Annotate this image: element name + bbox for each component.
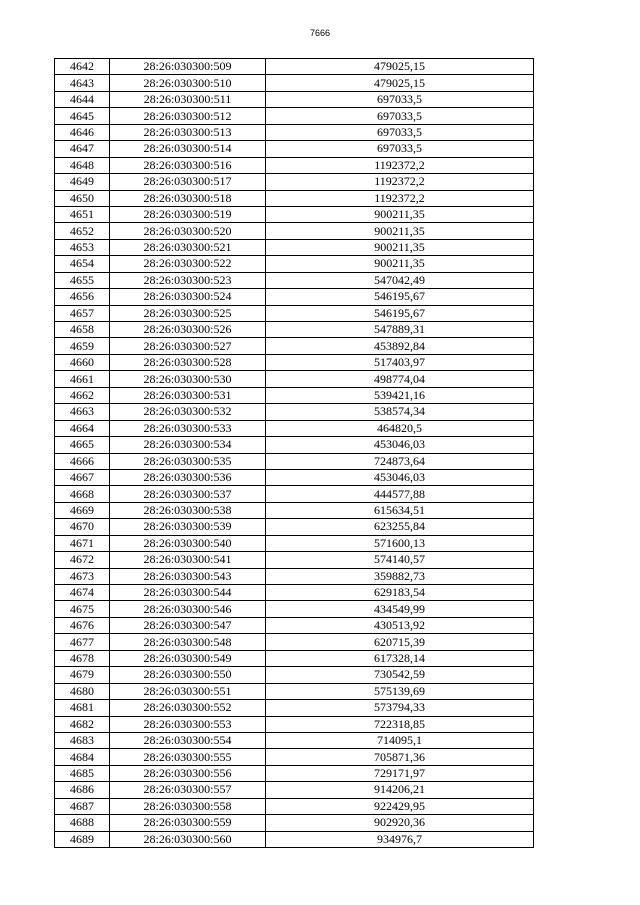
table-row	[55, 289, 534, 305]
table-row	[55, 371, 534, 387]
row-number-cell: 4658	[55, 322, 110, 338]
row-number-cell: 4662	[55, 387, 110, 403]
row-number-cell: 4656	[55, 289, 110, 305]
page-number: 7666	[309, 28, 331, 38]
cadastral-number-cell: 28:26:030300:556	[110, 765, 266, 781]
cadastral-value-cell: 900211,35	[266, 239, 534, 255]
cadastral-number-cell: 28:26:030300:530	[110, 371, 266, 387]
cadastral-number-cell: 28:26:030300:524	[110, 289, 266, 305]
cadastral-value-cell: 479025,15	[266, 75, 534, 91]
cadastral-number-cell: 28:26:030300:539	[110, 519, 266, 535]
cadastral-value-cell: 705871,36	[266, 749, 534, 765]
row-number-cell: 4680	[55, 683, 110, 699]
cadastral-value-cell: 430513,92	[266, 617, 534, 633]
cadastral-number-cell: 28:26:030300:551	[110, 683, 266, 699]
table-row	[55, 782, 534, 798]
cadastral-value-cell: 453046,03	[266, 437, 534, 453]
table-row	[55, 157, 534, 173]
cadastral-value-cell: 539421,16	[266, 387, 534, 403]
table-row	[55, 749, 534, 765]
row-number-cell: 4646	[55, 124, 110, 140]
row-number-cell: 4675	[55, 601, 110, 617]
cadastral-number-cell: 28:26:030300:541	[110, 552, 266, 568]
row-number-cell: 4643	[55, 75, 110, 91]
cadastral-number-cell: 28:26:030300:540	[110, 535, 266, 551]
cadastral-value-cell: 722318,85	[266, 716, 534, 732]
table-row	[55, 404, 534, 420]
table-row	[55, 108, 534, 124]
cadastral-number-cell: 28:26:030300:520	[110, 223, 266, 239]
cadastral-value-cell: 900211,35	[266, 206, 534, 222]
cadastral-number-cell: 28:26:030300:521	[110, 239, 266, 255]
table-row	[55, 667, 534, 683]
cadastral-number-cell: 28:26:030300:525	[110, 305, 266, 321]
row-number-cell: 4682	[55, 716, 110, 732]
table-row	[55, 75, 534, 91]
cadastral-number-cell: 28:26:030300:558	[110, 798, 266, 814]
cadastral-number-cell: 28:26:030300:523	[110, 272, 266, 288]
row-number-cell: 4654	[55, 256, 110, 272]
row-number-cell: 4648	[55, 157, 110, 173]
cadastral-value-cell: 902920,36	[266, 815, 534, 831]
cadastral-value-cell: 571600,13	[266, 535, 534, 551]
cadastral-number-cell: 28:26:030300:560	[110, 831, 266, 847]
row-number-cell: 4655	[55, 272, 110, 288]
row-number-cell: 4676	[55, 617, 110, 633]
cadastral-value-cell: 547889,31	[266, 322, 534, 338]
table-row	[55, 815, 534, 831]
table-row	[55, 486, 534, 502]
row-number-cell: 4647	[55, 141, 110, 157]
cadastral-value-cell: 900211,35	[266, 223, 534, 239]
cadastral-number-cell: 28:26:030300:528	[110, 354, 266, 370]
table-row	[55, 91, 534, 107]
cadastral-value-cell: 464820,5	[266, 420, 534, 436]
cadastral-value-cell: 546195,67	[266, 305, 534, 321]
row-number-cell: 4653	[55, 239, 110, 255]
row-number-cell: 4669	[55, 502, 110, 518]
cadastral-number-cell: 28:26:030300:514	[110, 141, 266, 157]
cadastral-value-cell: 444577,88	[266, 486, 534, 502]
table-row	[55, 124, 534, 140]
table-row	[55, 634, 534, 650]
cadastral-number-cell: 28:26:030300:519	[110, 206, 266, 222]
row-number-cell: 4672	[55, 552, 110, 568]
cadastral-value-cell: 697033,5	[266, 91, 534, 107]
cadastral-number-cell: 28:26:030300:538	[110, 502, 266, 518]
table-row	[55, 601, 534, 617]
table-row	[55, 223, 534, 239]
table-row	[55, 798, 534, 814]
row-number-cell: 4664	[55, 420, 110, 436]
table-body	[55, 59, 534, 848]
row-number-cell: 4677	[55, 634, 110, 650]
cadastral-number-cell: 28:26:030300:557	[110, 782, 266, 798]
cadastral-value-cell: 453046,03	[266, 469, 534, 485]
table-row	[55, 716, 534, 732]
row-number-cell: 4678	[55, 650, 110, 666]
table-row	[55, 700, 534, 716]
table-row	[55, 831, 534, 847]
cadastral-number-cell: 28:26:030300:547	[110, 617, 266, 633]
cadastral-value-cell: 629183,54	[266, 585, 534, 601]
table-row	[55, 650, 534, 666]
cadastral-value-cell: 546195,67	[266, 289, 534, 305]
table-row	[55, 59, 534, 75]
cadastral-value-cell: 615634,51	[266, 502, 534, 518]
row-number-cell: 4685	[55, 765, 110, 781]
row-number-cell: 4673	[55, 568, 110, 584]
row-number-cell: 4684	[55, 749, 110, 765]
cadastral-value-cell: 434549,99	[266, 601, 534, 617]
cadastral-value-cell: 479025,15	[266, 59, 534, 75]
cadastral-number-cell: 28:26:030300:512	[110, 108, 266, 124]
table-row	[55, 519, 534, 535]
table-row	[55, 732, 534, 748]
cadastral-number-cell: 28:26:030300:532	[110, 404, 266, 420]
row-number-cell: 4681	[55, 700, 110, 716]
cadastral-number-cell: 28:26:030300:546	[110, 601, 266, 617]
cadastral-value-table	[54, 58, 534, 848]
row-number-cell: 4650	[55, 190, 110, 206]
cadastral-value-cell: 724873,64	[266, 453, 534, 469]
cadastral-number-cell: 28:26:030300:517	[110, 174, 266, 190]
cadastral-number-cell: 28:26:030300:510	[110, 75, 266, 91]
table-row	[55, 420, 534, 436]
row-number-cell: 4660	[55, 354, 110, 370]
cadastral-value-cell: 620715,39	[266, 634, 534, 650]
row-number-cell: 4671	[55, 535, 110, 551]
cadastral-value-cell: 498774,04	[266, 371, 534, 387]
table-row	[55, 354, 534, 370]
cadastral-value-cell: 1192372,2	[266, 190, 534, 206]
cadastral-number-cell: 28:26:030300:534	[110, 437, 266, 453]
cadastral-value-cell: 547042,49	[266, 272, 534, 288]
cadastral-number-cell: 28:26:030300:511	[110, 91, 266, 107]
table-row	[55, 239, 534, 255]
cadastral-number-cell: 28:26:030300:537	[110, 486, 266, 502]
table-row	[55, 585, 534, 601]
table-row	[55, 256, 534, 272]
table-row	[55, 469, 534, 485]
row-number-cell: 4670	[55, 519, 110, 535]
row-number-cell: 4666	[55, 453, 110, 469]
row-number-cell: 4674	[55, 585, 110, 601]
row-number-cell: 4652	[55, 223, 110, 239]
row-number-cell: 4686	[55, 782, 110, 798]
cadastral-number-cell: 28:26:030300:516	[110, 157, 266, 173]
table-row	[55, 174, 534, 190]
row-number-cell: 4644	[55, 91, 110, 107]
cadastral-number-cell: 28:26:030300:531	[110, 387, 266, 403]
cadastral-value-cell: 573794,33	[266, 700, 534, 716]
table-row	[55, 322, 534, 338]
cadastral-number-cell: 28:26:030300:559	[110, 815, 266, 831]
cadastral-value-cell: 730542,59	[266, 667, 534, 683]
row-number-cell: 4688	[55, 815, 110, 831]
cadastral-number-cell: 28:26:030300:550	[110, 667, 266, 683]
cadastral-value-cell: 697033,5	[266, 141, 534, 157]
table-row	[55, 305, 534, 321]
row-number-cell: 4645	[55, 108, 110, 124]
cadastral-number-cell: 28:26:030300:535	[110, 453, 266, 469]
cadastral-number-cell: 28:26:030300:554	[110, 732, 266, 748]
table-row	[55, 141, 534, 157]
cadastral-value-cell: 575139,69	[266, 683, 534, 699]
cadastral-number-cell: 28:26:030300:543	[110, 568, 266, 584]
cadastral-value-cell: 359882,73	[266, 568, 534, 584]
row-number-cell: 4663	[55, 404, 110, 420]
row-number-cell: 4651	[55, 206, 110, 222]
row-number-cell: 4665	[55, 437, 110, 453]
row-number-cell: 4661	[55, 371, 110, 387]
row-number-cell: 4668	[55, 486, 110, 502]
row-number-cell: 4667	[55, 469, 110, 485]
table-row	[55, 387, 534, 403]
cadastral-value-cell: 574140,57	[266, 552, 534, 568]
table-row	[55, 617, 534, 633]
cadastral-value-cell: 453892,84	[266, 338, 534, 354]
table-row	[55, 535, 534, 551]
cadastral-value-cell: 697033,5	[266, 108, 534, 124]
cadastral-number-cell: 28:26:030300:526	[110, 322, 266, 338]
cadastral-number-cell: 28:26:030300:513	[110, 124, 266, 140]
row-number-cell: 4679	[55, 667, 110, 683]
row-number-cell: 4689	[55, 831, 110, 847]
row-number-cell: 4649	[55, 174, 110, 190]
cadastral-value-cell: 729171,97	[266, 765, 534, 781]
cadastral-number-cell: 28:26:030300:522	[110, 256, 266, 272]
table-row	[55, 552, 534, 568]
row-number-cell: 4657	[55, 305, 110, 321]
cadastral-value-cell: 617328,14	[266, 650, 534, 666]
table-row	[55, 272, 534, 288]
cadastral-value-cell: 934976,7	[266, 831, 534, 847]
cadastral-number-cell: 28:26:030300:527	[110, 338, 266, 354]
cadastral-value-cell: 1192372,2	[266, 157, 534, 173]
cadastral-value-cell: 714095,1	[266, 732, 534, 748]
table-row	[55, 190, 534, 206]
cadastral-number-cell: 28:26:030300:549	[110, 650, 266, 666]
cadastral-number-cell: 28:26:030300:518	[110, 190, 266, 206]
table-row	[55, 568, 534, 584]
cadastral-value-cell: 914206,21	[266, 782, 534, 798]
cadastral-value-cell: 1192372,2	[266, 174, 534, 190]
cadastral-number-cell: 28:26:030300:552	[110, 700, 266, 716]
table-row	[55, 453, 534, 469]
cadastral-value-cell: 623255,84	[266, 519, 534, 535]
cadastral-number-cell: 28:26:030300:553	[110, 716, 266, 732]
table-row	[55, 437, 534, 453]
cadastral-value-cell: 517403,97	[266, 354, 534, 370]
row-number-cell: 4687	[55, 798, 110, 814]
row-number-cell: 4683	[55, 732, 110, 748]
row-number-cell: 4642	[55, 59, 110, 75]
cadastral-number-cell: 28:26:030300:536	[110, 469, 266, 485]
cadastral-value-cell: 538574,34	[266, 404, 534, 420]
table-row	[55, 206, 534, 222]
table-row	[55, 502, 534, 518]
table-row	[55, 683, 534, 699]
table-row	[55, 338, 534, 354]
table-row	[55, 765, 534, 781]
cadastral-value-cell: 697033,5	[266, 124, 534, 140]
cadastral-value-cell: 922429,95	[266, 798, 534, 814]
cadastral-number-cell: 28:26:030300:533	[110, 420, 266, 436]
row-number-cell: 4659	[55, 338, 110, 354]
cadastral-number-cell: 28:26:030300:555	[110, 749, 266, 765]
cadastral-number-cell: 28:26:030300:548	[110, 634, 266, 650]
cadastral-number-cell: 28:26:030300:544	[110, 585, 266, 601]
cadastral-number-cell: 28:26:030300:509	[110, 59, 266, 75]
cadastral-value-cell: 900211,35	[266, 256, 534, 272]
